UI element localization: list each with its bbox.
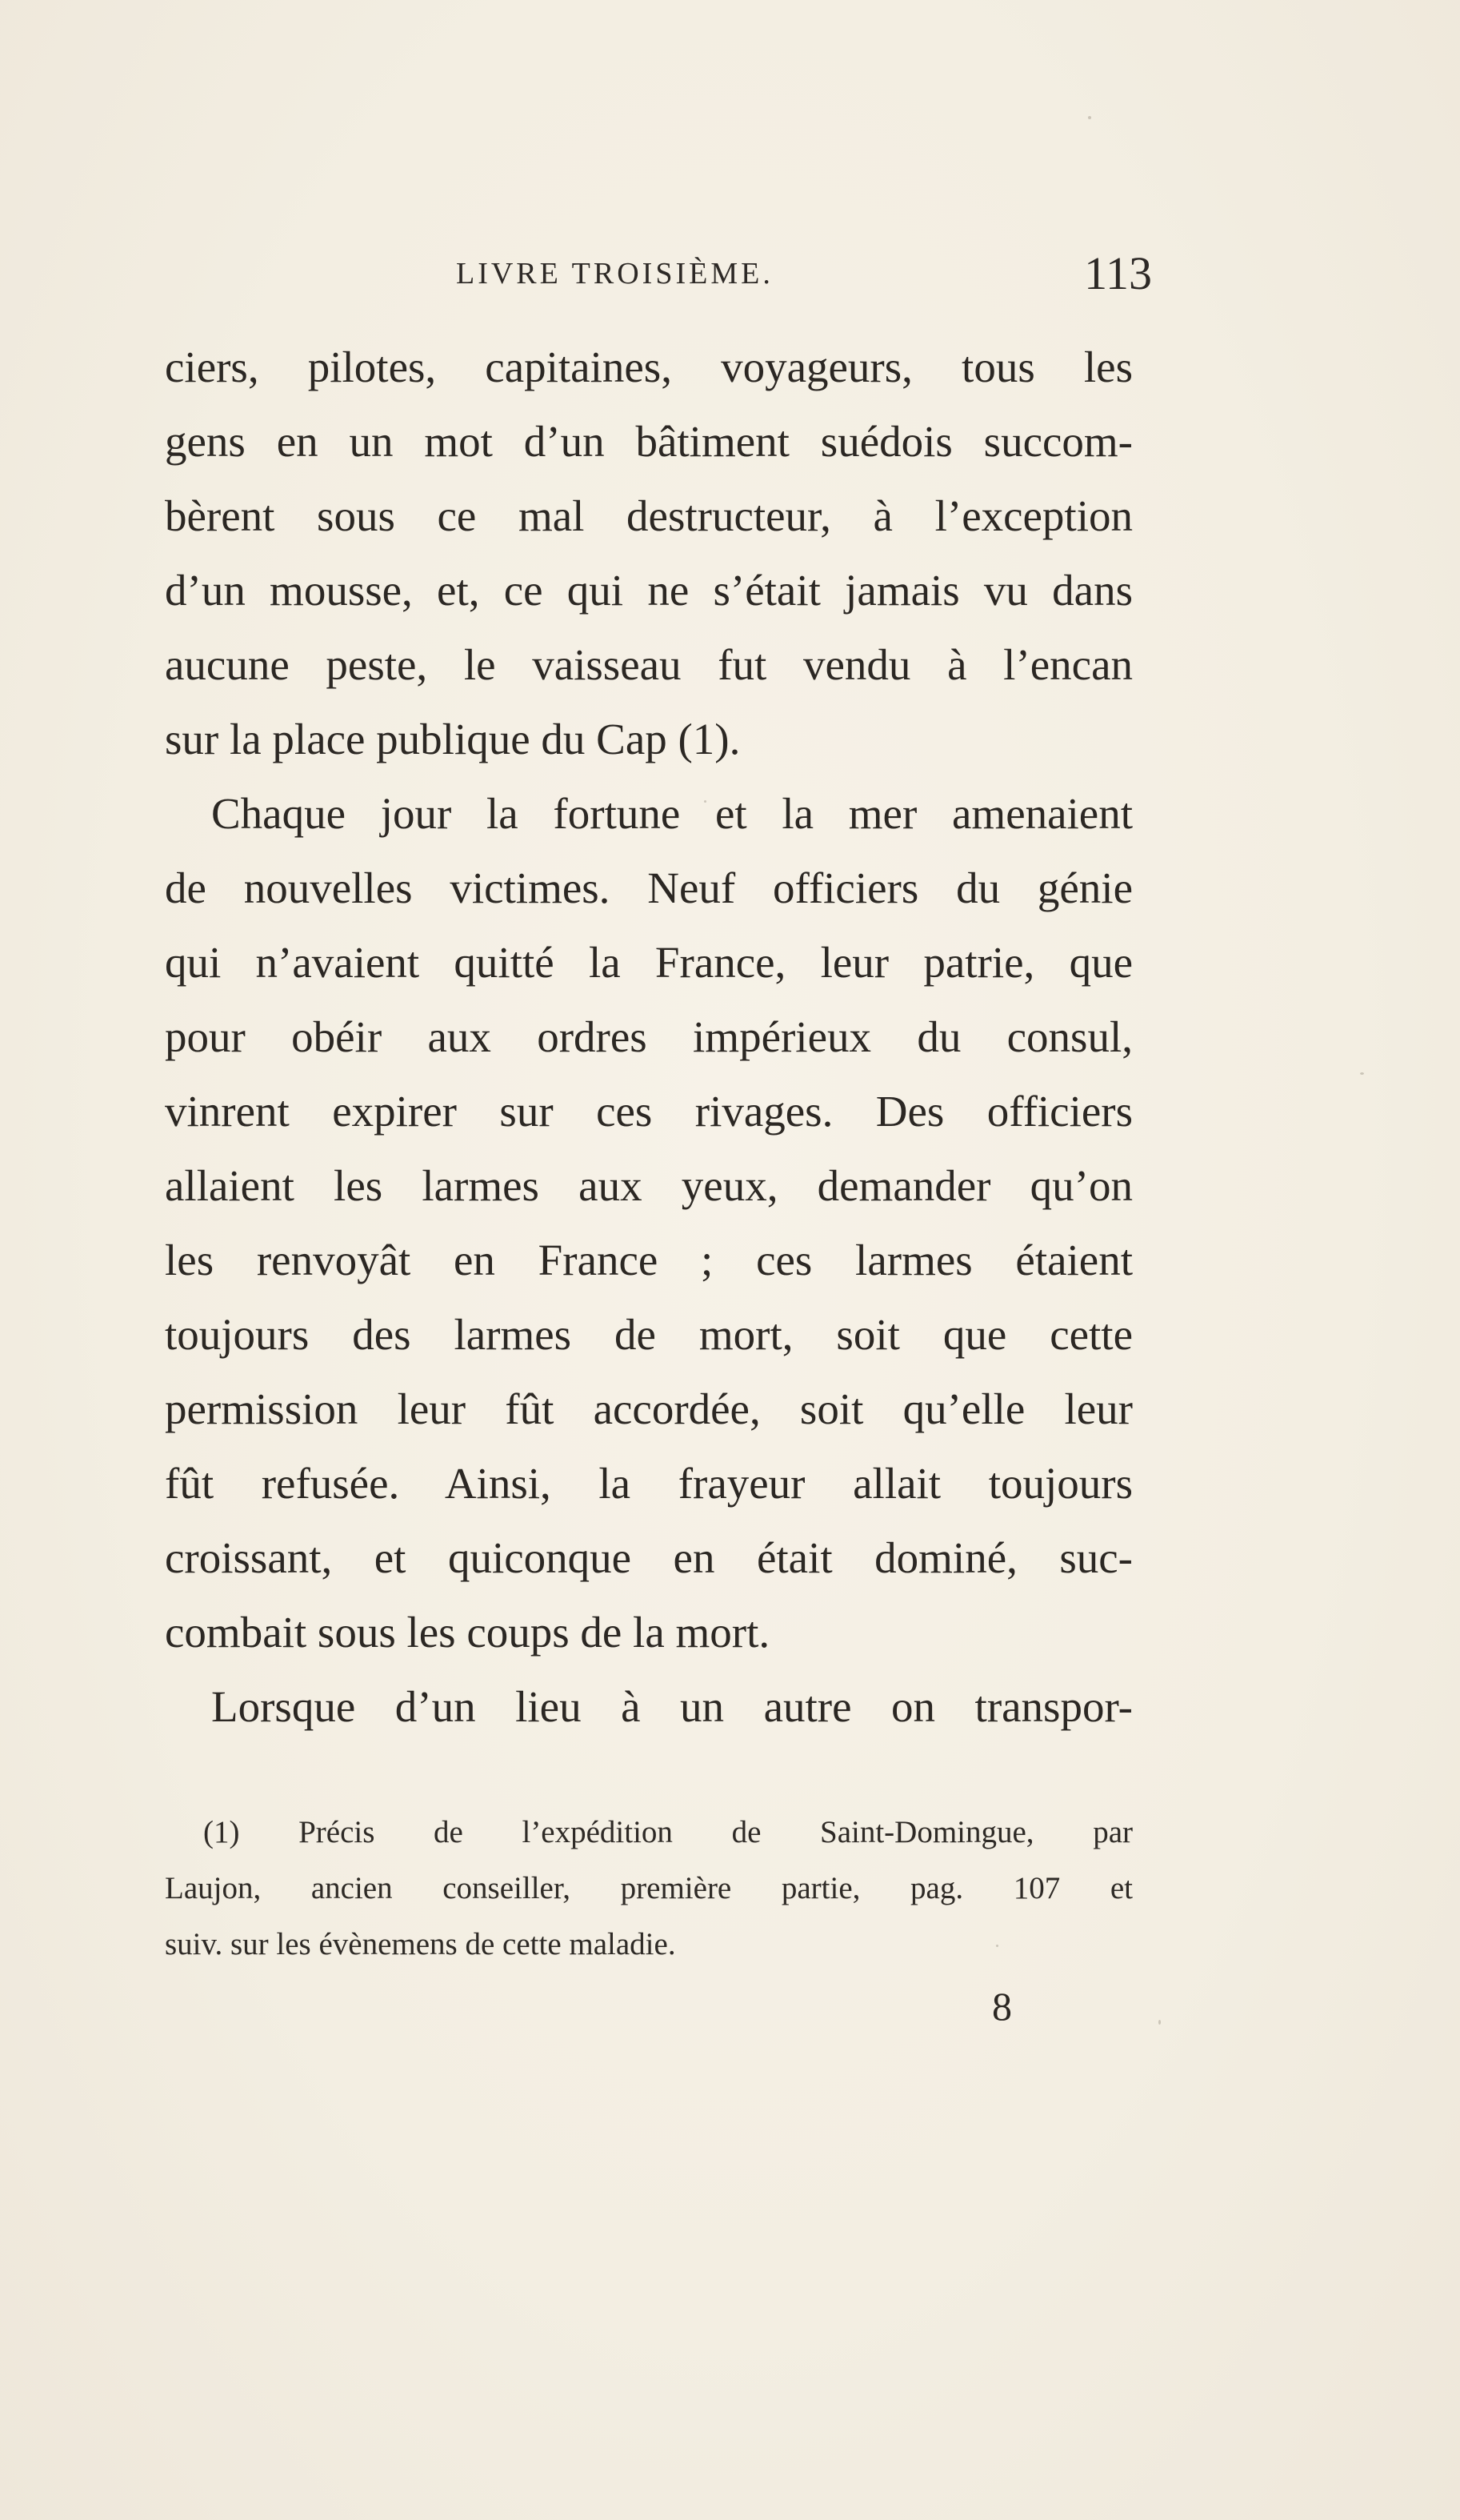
- text-line: fût refusée. Ainsi, la frayeur allait toujours: [165, 1459, 1133, 1508]
- text-line: qui n’avaient quitté la France, leur patrie, que: [165, 938, 1133, 987]
- page-number: 113: [1084, 247, 1152, 299]
- body-text: [165, 330, 1133, 1744]
- footnote-line: (1) Précis de l’expédition de Saint-Domingue, par: [203, 1815, 1133, 1849]
- paper-speck: [1158, 2020, 1161, 2025]
- footnote-line: suiv. sur les évènemens de cette maladie.: [165, 1927, 676, 1961]
- text-line: allaient les larmes aux yeux, demander qu’on: [165, 1161, 1133, 1210]
- signature-mark: 8: [992, 1984, 1012, 2029]
- running-head: LIVRE TROISIÈME.: [456, 257, 774, 290]
- text-line: vinrent expirer sur ces rivages. Des officiers: [165, 1087, 1133, 1136]
- text-line: gens en un mot d’un bâtiment suédois succom-: [165, 417, 1133, 466]
- text-line: ciers, pilotes, capitaines, voyageurs, tous les: [165, 343, 1133, 391]
- paragraph-start: Chaque jour la fortune et la mer amenaient: [211, 789, 1133, 838]
- footnote: [165, 1805, 1133, 1973]
- text-line: bèrent sous ce mal destructeur, à l’exception: [165, 491, 1133, 540]
- paper-speck: [996, 1945, 998, 1947]
- text-line: pour obéir aux ordres impérieux du consul,: [165, 1012, 1133, 1061]
- text-line: sur la place publique du Cap (1).: [165, 715, 741, 763]
- paragraph-start: Lorsque d’un lieu à un autre on transpor-: [211, 1682, 1133, 1731]
- text-line: aucune peste, le vaisseau fut vendu à l’encan: [165, 640, 1133, 689]
- text-line: de nouvelles victimes. Neuf officiers du génie: [165, 863, 1133, 912]
- text-line: d’un mousse, et, ce qui ne s’était jamais vu dans: [165, 566, 1133, 615]
- paper-speck: [704, 800, 706, 803]
- page-header: [456, 247, 1152, 304]
- text-line: combait sous les coups de la mort.: [165, 1608, 770, 1657]
- text-line: permission leur fût accordée, soit qu’elle leur: [165, 1384, 1133, 1433]
- paper-speck: [1360, 1072, 1364, 1075]
- text-line: croissant, et quiconque en était dominé, suc-: [165, 1533, 1133, 1582]
- paper-speck: [1088, 116, 1091, 119]
- text-line: toujours des larmes de mort, soit que cette: [165, 1310, 1133, 1359]
- text-line: les renvoyât en France ; ces larmes étaient: [165, 1236, 1133, 1284]
- footnote-line: Laujon, ancien conseiller, première partie, pag. 107 et: [165, 1871, 1133, 1905]
